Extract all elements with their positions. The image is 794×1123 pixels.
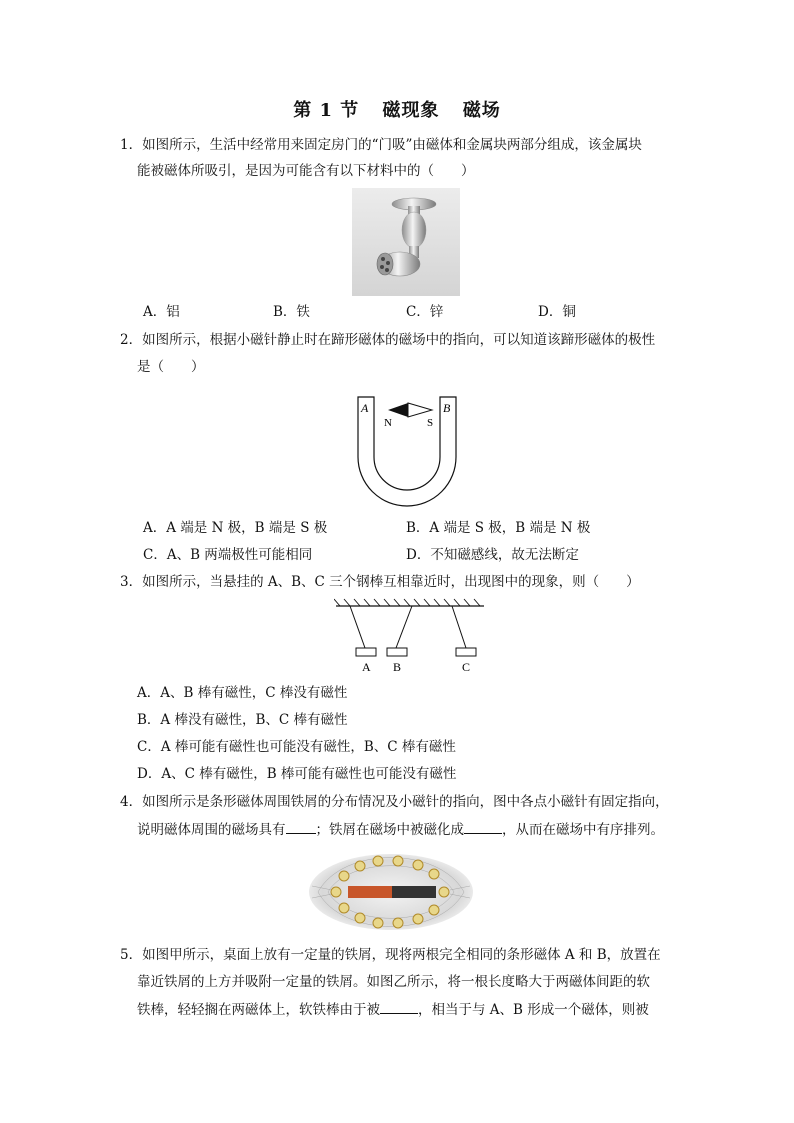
q2-option-a: A．A 端是 N 极，B 端是 S 极 [143, 520, 328, 536]
q5-stem-line2: 靠近铁屑的上方并吸附一定量的铁屑。如图乙所示，将一根长度略大于两磁体间距的软 [137, 974, 650, 990]
q2-option-b: B．A 端是 S 极，B 端是 N 极 [406, 520, 591, 536]
door-stopper-image [352, 188, 460, 296]
title-section-number: 第 1 节 [293, 100, 360, 121]
rod-c [456, 648, 476, 656]
rod-b-label: B [393, 660, 402, 674]
q3-option-d: D．A、C 棒有磁性，B 棒可能有磁性也可能没有磁性 [137, 766, 457, 782]
q4-text-a: 说明磁体周围的磁场具有 [137, 822, 286, 838]
q4-text-c: ，从而在磁场中有序排列。 [502, 822, 664, 838]
q2-option-c: C．A、B 两端极性可能相同 [143, 547, 313, 563]
q3-stem-line1: 3．如图所示，当悬挂的 A、B、C 三个钢棒互相靠近时，出现图中的现象，则（ ） [120, 574, 640, 590]
q3-option-a: A．A、B 棒有磁性，C 棒没有磁性 [137, 685, 348, 701]
page-title [0, 96, 794, 122]
q1-option-b: B．铁 [273, 304, 310, 320]
rod-c-label: C [462, 660, 471, 674]
title-topic-1: 磁现象 [382, 100, 440, 121]
q4-blank-2[interactable] [464, 819, 502, 834]
q5-text-a: 铁棒，轻轻搁在两磁体上，软铁棒由于被 [137, 1002, 380, 1018]
q3-option-b: B．A 棒没有磁性，B、C 棒有磁性 [137, 712, 348, 728]
q2-stem-line2: 是（ ） [137, 359, 205, 375]
q4-blank-1[interactable] [286, 819, 316, 834]
compass-needle-n [388, 403, 408, 417]
magnet-end-a-label: A [361, 401, 369, 415]
needle-s-label: S [427, 417, 434, 429]
bar-magnet-red-half [348, 886, 392, 898]
q5-stem-line1: 5．如图甲所示，桌面上放有一定量的铁屑，现将两根完全相同的条形磁体 A 和 B，放置在 [120, 947, 661, 963]
q1-option-a: A．铝 [143, 304, 180, 320]
q5-blank-1[interactable] [380, 999, 418, 1014]
string-b [396, 606, 412, 648]
string-c [452, 606, 466, 648]
q1-option-c: C．锌 [406, 304, 444, 320]
q1-stem-line1: 1．如图所示，生活中经常用来固定房门的“门吸”由磁体和金属块两部分组成，该金属块 [120, 137, 642, 153]
q1-stem-line2: 能被磁体所吸引，是因为可能含有以下材料中的（ ） [137, 163, 475, 179]
q1-option-d: D．铜 [538, 304, 576, 320]
q2-stem-line1: 2．如图所示，根据小磁针静止时在蹄形磁体的磁场中的指向，可以知道该蹄形磁体的极性 [120, 332, 656, 348]
bar-magnet-iron-filings-image [308, 852, 474, 932]
title-topic-2: 磁场 [462, 100, 501, 121]
q4-stem-line2 [137, 819, 664, 840]
magnet-end-b-label: B [443, 401, 451, 415]
compass-needle-s [408, 403, 432, 417]
rod-b [387, 648, 407, 656]
rod-a-label: A [362, 660, 371, 674]
bar-magnet-dark-half [392, 886, 436, 898]
q3-option-c: C．A 棒可能有磁性也可能没有磁性，B、C 棒有磁性 [137, 739, 456, 755]
q2-option-d: D．不知磁感线，故无法断定 [406, 547, 579, 563]
q5-text-b: ，相当于与 A、B 形成一个磁体，则被 [418, 1002, 649, 1018]
q4-stem-line1: 4．如图所示是条形磁体周围铁屑的分布情况及小磁针的指向，图中各点小磁针有固定指向， [120, 794, 669, 810]
horseshoe-magnet-figure [350, 392, 465, 512]
string-a [350, 606, 365, 648]
needle-n-label: N [384, 417, 392, 429]
rod-a [356, 648, 376, 656]
q4-text-b: ；铁屑在磁场中被磁化成 [315, 822, 464, 838]
q5-stem-line3 [137, 999, 649, 1020]
hanging-steel-rods-figure [334, 598, 486, 676]
